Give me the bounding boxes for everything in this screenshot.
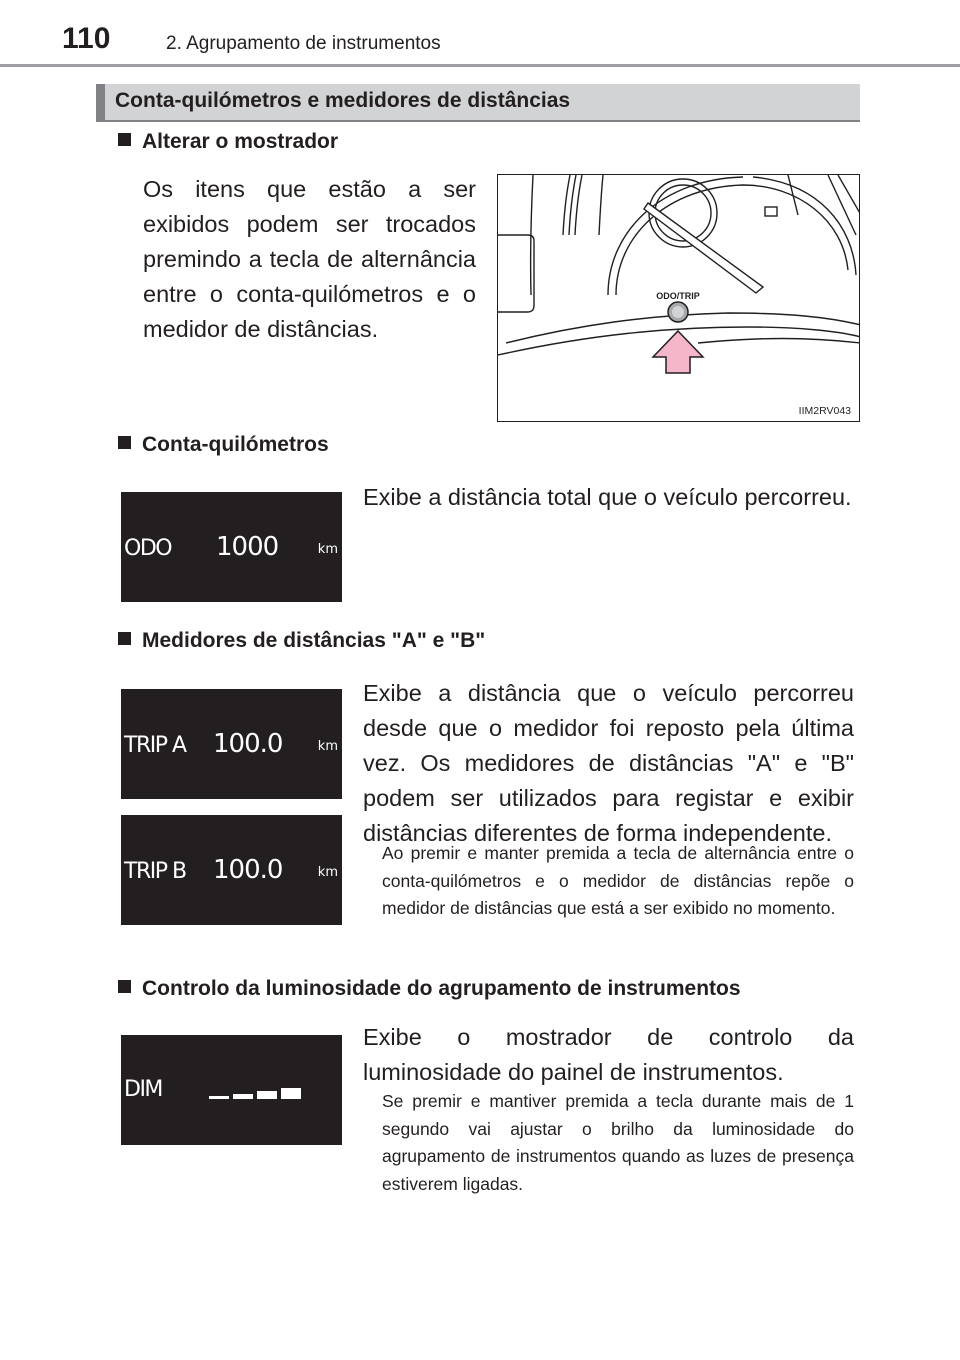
display-label: TRIP B [124,859,186,884]
display-label: ODO [124,536,172,561]
section-title-accent [96,84,105,120]
subheading-odometer [118,433,329,457]
brightness-bar [257,1091,277,1099]
paragraph-change-display: Os itens que estão a ser exibidos podem ser trocados premindo a tecla de alternância entre o conta-quilómetros e o medidor de distâncias. [143,176,476,342]
trip-a-display [121,689,342,799]
header-divider [0,64,960,67]
display-unit: km [317,865,338,880]
square-bullet-icon [118,980,131,993]
subheading-brightness [118,977,741,1001]
subheading-change-display [118,130,338,154]
subheading-text: Alterar o mostrador [142,130,339,153]
display-label: TRIP A [124,733,186,758]
cluster-illustration [497,174,860,422]
paragraph-trip-meters: Exibe a distância que o veículo percorreu desde que o medidor foi reposto pela última vez. Os medidores de distâncias "A" e "B" podem ser utilizados para registar e exibir distâncias diferentes de forma independente. [363,680,854,846]
brightness-bar [281,1088,301,1099]
section-title: Conta-quilómetros e medidores de distâncias [115,89,571,112]
subheading-text: Conta-quilómetros [142,433,329,456]
brightness-bar [233,1094,253,1099]
cluster-drawing [498,175,860,422]
paragraph-brightness: Exibe o mostrador de controlo da luminosidade do painel de instrumentos. [363,1024,854,1085]
display-value: 100.0 [213,855,283,885]
page-number: 110 [62,22,111,55]
odometer-display [121,492,342,602]
subheading-text: Controlo da luminosidade do agrupamento de instrumentos [142,977,741,1000]
chapter-title: 2. Agrupamento de instrumentos [166,33,441,54]
display-unit: km [317,542,338,557]
figure-code: IIM2RV043 [798,405,851,417]
display-value: 100.0 [213,729,283,759]
paragraph-odometer: Exibe a distância total que o veículo percorreu. [363,484,852,510]
section-title-bar [96,84,860,122]
arrow-up-icon [653,331,703,373]
note-brightness: Se premir e mantiver premida a tecla durante mais de 1 segundo vai ajustar o brilho da luminosidade do agrupamento de instrumentos quando as luzes de presença estiverem ligadas. [382,1091,854,1194]
display-value: 1000 [216,532,279,562]
brightness-bar [209,1096,229,1099]
square-bullet-icon [118,632,131,645]
button-label: ODO/TRIP [656,291,700,301]
square-bullet-icon [118,133,131,146]
display-unit: km [317,739,338,754]
subheading-text: Medidores de distâncias "A" e "B" [142,629,486,652]
trip-b-display [121,815,342,925]
square-bullet-icon [118,436,131,449]
subheading-trip-meters [118,629,485,653]
note-trip-reset: Ao premir e manter premida a tecla de alternância entre o conta-quilómetros e o medidor de distâncias repõe o medidor de distâncias que está a ser exibido no momento. [382,843,854,918]
dimmer-display [121,1035,342,1145]
display-label: DIM [124,1077,162,1102]
